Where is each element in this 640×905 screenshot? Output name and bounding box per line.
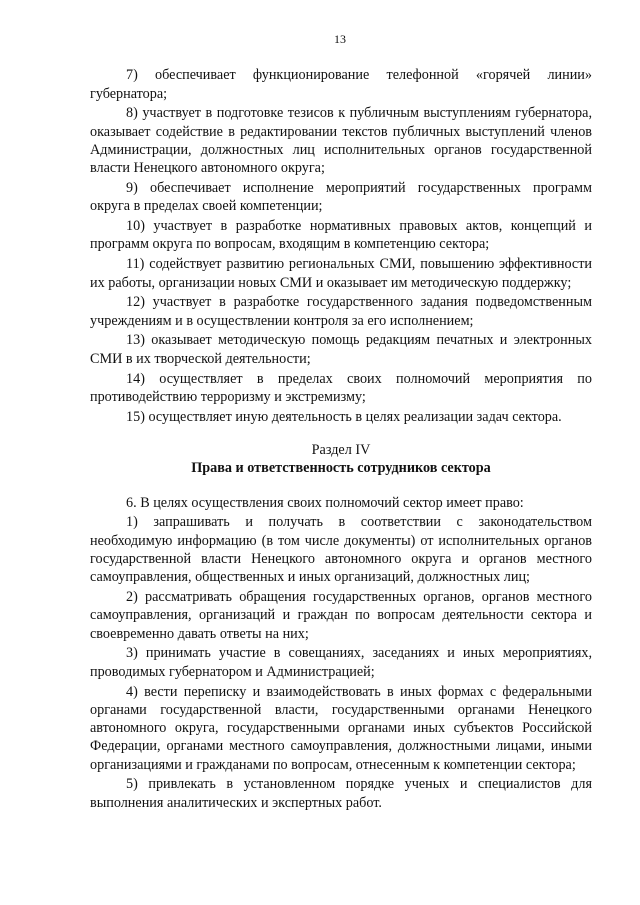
rights-item-3: 3) принимать участие в совещаниях, заседаниях и иных мероприятиях, проводимых губернатором и Администрацией; (90, 645, 592, 680)
rights-item-5: 5) привлекать в установленном порядке ученых и специалистов для выполнения аналитических и экспертных работ. (90, 776, 592, 811)
list-item-14: 14) осуществляет в пределах своих полномочий мероприятия по противодействию терроризму и экстремизму; (90, 370, 592, 405)
list-item-11: 11) содействует развитию региональных СМИ, повышению эффективности их работы, организации новых СМИ и оказывает им методическую поддержку; (90, 256, 592, 291)
list-item-12: 12) участвует в разработке государственного задания подведомственным учреждениям и в осуществлении контроля за его исполнением; (90, 294, 592, 329)
rights-item-4: 4) вести переписку и взаимодействовать в иных формах с федеральными органами государственной власти, государственными органами Ненецкого автономного округа, государственными органами иных субъектов Российской Федерации, органами местного самоуправления, должностными лицами, иными организациями и гражданами по вопросам, отнесенным к компетенции сектора; (90, 683, 592, 773)
rights-intro: 6. В целях осуществления своих полномочий сектор имеет право: (126, 494, 524, 511)
section-heading: Раздел IV (311, 441, 371, 458)
list-item-15: 15) осуществляет иную деятельность в целях реализации задач сектора. (126, 408, 562, 425)
document-page (90, 30, 592, 814)
list-item-9: 9) обеспечивает исполнение мероприятий государственных программ округа в пределах своей компетенции; (90, 180, 592, 215)
list-item-7: 7) обеспечивает функционирование телефонной «горячей линии» губернатора; (90, 67, 592, 102)
rights-item-1: 1) запрашивать и получать в соответствии с законодательством необходимую информацию (в том числе документы) от исполнительных органов государственной власти Ненецкого автономного округа и органов местного самоуправления, общественных и иных организаций, должностных лиц; (90, 514, 592, 586)
list-item-10: 10) участвует в разработке нормативных правовых актов, концепций и программ округа по вопросам, входящим в компетенцию сектора; (90, 218, 592, 253)
page-number: 13 (334, 32, 346, 46)
list-item-13: 13) оказывает методическую помощь редакциям печатных и электронных СМИ в их творческой деятельности; (90, 332, 592, 367)
section-title: Права и ответственность сотрудников сектора (191, 460, 491, 477)
rights-item-2: 2) рассматривать обращения государственных органов, органов местного самоуправления, организаций и граждан по вопросам деятельности сектора и своевременно давать ответы на них; (90, 589, 592, 642)
list-item-8: 8) участвует в подготовке тезисов к публичным выступлениям губернатора, оказывает содействие в редактировании текстов публичных выступлений членов Администрации, должностных лиц исполнительных органов государственной власти Ненецкого автономного округа; (90, 105, 592, 177)
